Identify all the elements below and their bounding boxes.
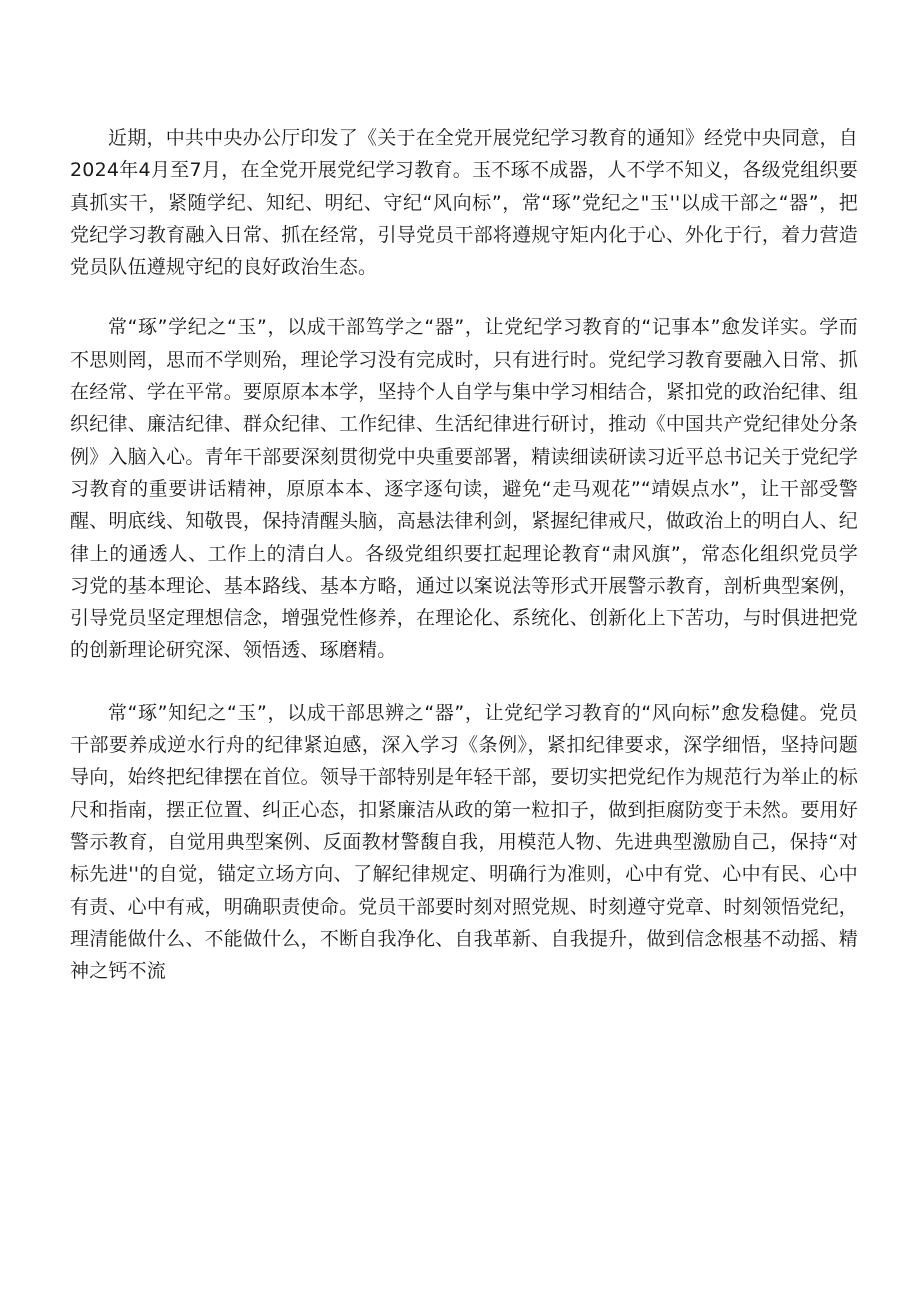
paragraph-intro: 近期，中共中央办公厅印发了《关于在全党开展党纪学习教育的通知》经党中央同意，自2024年4月至7月，在全党开展党纪学习教育。玉不琢不成器，人不学不知义，各级党组织要真抓实干，紧随学纪、知纪、明纪、守纪“风向标”，常“琢”党纪之"玉''以成干部之“器”，把党纪学习教育融入日常、抓在经常，引导党员干部将遵规守矩内化于心、外化于行，着力营造党员队伍遵规守纪的良好政治生态。 — [70, 127, 858, 279]
paragraph-spacer — [70, 283, 858, 311]
paragraph-know-discipline: 常“琢”知纪之“玉”，以成干部思辨之“器”，让党纪学习教育的“风向标”愈发稳健。党员干部要养成逆水行舟的纪律紧迫感，深入学习《条例》，紧扣纪律要求，深学细悟，坚持问题导向，始终把纪律摆在首位。领导干部特别是年轻干部，要切实把党纪作为规范行为举止的标尺和指南，摆正位置、纠正心态，扣紧廉洁从政的第一粒扣子，做到拒腐防变于未然。要用好警示教育，自觉用典型案例、反面教材警馥自我，用模范人物、先进典型激励自己，保持“对标先进''的自觉，锚定立场方向、了解纪律规定、明确行为准则，心中有党、心中有民、心中有责、心中有戒，明确职责使命。党员干部要时刻对照党规、时刻遵守党章、时刻领悟党纪，理清能做什么、不能做什么，不断自我净化、自我革新、自我提升，做到信念根基不动摇、精神之钙不流 — [70, 701, 858, 983]
paragraph-study-discipline: 常“琢”学纪之“玉”，以成干部笃学之“器”，让党纪学习教育的“记事本”愈发详实。学而不思则罔，思而不学则殆，理论学习没有完成时，只有进行时。党纪学习教育要融入日常、抓在经常、学在平常。要原原本本学，坚持个人自学与集中学习相结合，紧扣党的政治纪律、组织纪律、廉洁纪律、群众纪律、工作纪律、生活纪律进行研讨，推动《中国共产党纪律处分条例》入脑入心。青年干部要深刻贯彻党中央重要部署，精读细读研读习近平总书记关于党纪学习教育的重要讲话精神，原原本本、逐字逐句读，避免“走马观花”“靖娱点水”，让干部受警醒、明底线、知敬畏，保持清醒头脑，高悬法律利剑，紧握纪律戒尺，做政治上的明白人、纪律上的通透人、工作上的清白人。各级党组织要扛起理论教育“肃风旗”，常态化组织党员学习党的基本理论、基本路线、基本方略，通过以案说法等形式开展警示教育，剖析典型案例，引导党员坚定理想信念，增强党性修养，在理论化、系统化、创新化上下苦功，与时俱进把党的创新理论研究深、领悟透、琢磨精。 — [70, 316, 858, 662]
document-page — [70, 122, 858, 987]
paragraph-spacer — [70, 667, 858, 697]
